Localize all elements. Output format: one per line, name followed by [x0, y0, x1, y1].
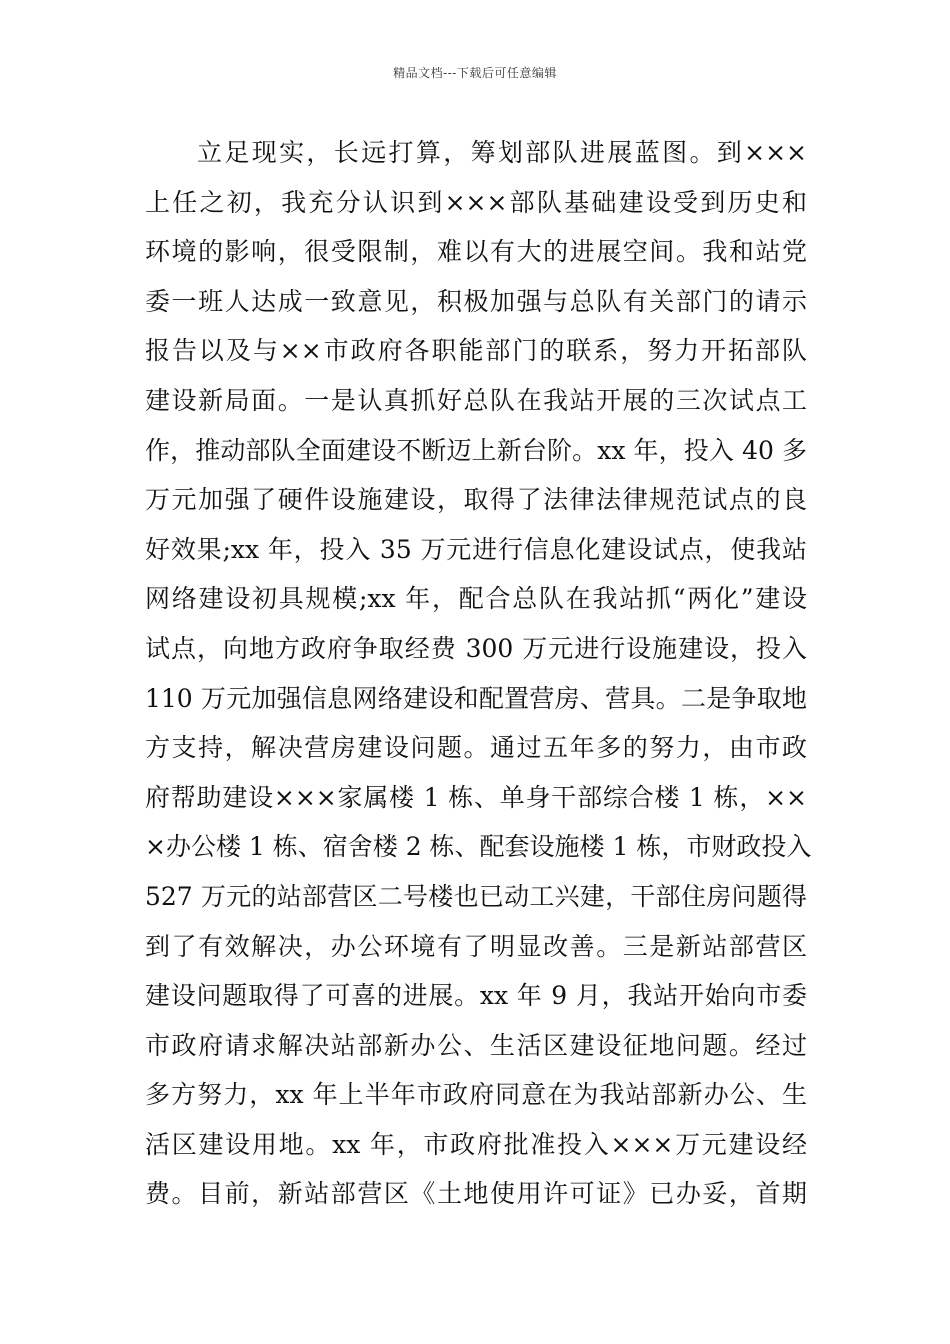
text-line: 费。目前，新站部营区《土地使用许可证》已办妥，首期: [145, 1179, 807, 1209]
text-line: 到了有效解决，办公环境有了明显改善。三是新站部营区: [145, 931, 807, 961]
text-line: 作，推动部队全面建设不断迈上新台阶。xx 年，投入 40 多: [145, 435, 807, 465]
text-line: 527 万元的站部营区二号楼也已动工兴建，干部住房问题得: [145, 881, 807, 911]
text-line: 立足现实，长远打算，筹划部队进展蓝图。到×××: [197, 138, 807, 167]
text-line: 万元加强了硬件设施建设，取得了法律法律规范试点的良: [145, 485, 807, 515]
text-line: 建设问题取得了可喜的进展。xx 年 9 月，我站开始向市委: [145, 981, 807, 1011]
text-line: 上任之初，我充分认识到×××部队基础建设受到历史和: [145, 187, 807, 217]
text-line: ×办公楼 1 栋、宿舍楼 2 栋、配套设施楼 1 栋，市财政投入: [145, 832, 812, 862]
body-paragraph: [145, 128, 812, 1219]
text-line: 好效果;xx 年，投入 35 万元进行信息化建设试点，使我站: [145, 534, 807, 564]
text-line: 110 万元加强信息网络建设和配置营房、营具。二是争取地: [145, 683, 807, 713]
text-line: 委一班人达成一致意见，积极加强与总队有关部门的请示: [145, 286, 807, 316]
text-line: 建设新局面。一是认真抓好总队在我站开展的三次试点工: [145, 385, 807, 415]
text-line: 报告以及与××市政府各职能部门的联系，努力开拓部队: [145, 336, 807, 366]
text-line: 多方努力，xx 年上半年市政府同意在为我站部新办公、生: [145, 1080, 807, 1110]
text-line: 网络建设初具规模;xx 年，配合总队在我站抓“两化”建设: [145, 584, 807, 614]
text-line: 试点，向地方政府争取经费 300 万元进行设施建设，投入: [145, 633, 807, 663]
text-line: 府帮助建设×××家属楼 1 栋、单身干部综合楼 1 栋，××: [145, 782, 807, 812]
text-line: 方支持，解决营房建设问题。通过五年多的努力，由市政: [145, 733, 807, 763]
text-line: 环境的影响，很受限制，难以有大的进展空间。我和站党: [145, 237, 807, 267]
text-line: 活区建设用地。xx 年，市政府批准投入×××万元建设经: [145, 1129, 807, 1159]
text-line: 市政府请求解决站部新办公、生活区建设征地问题。经过: [145, 1030, 807, 1060]
page-header: 精品文档---下载后可任意编辑: [393, 66, 557, 80]
